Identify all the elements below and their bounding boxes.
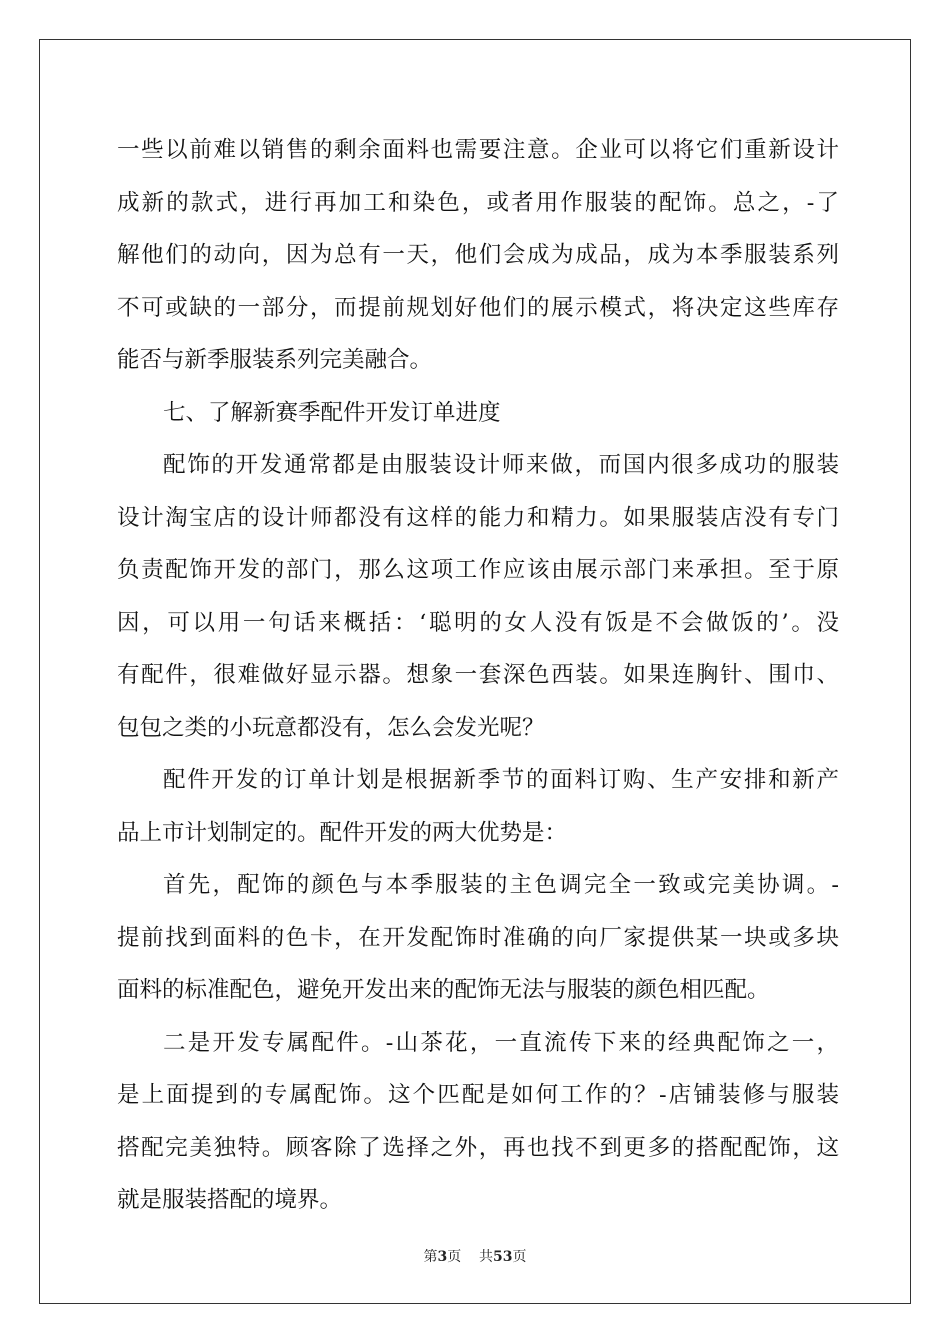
text-line: 能否与新季服装系列完美融合。 [117,347,433,373]
text-line: 包包之类的小玩意都没有，怎么会发光呢？ [117,714,545,741]
text-line: 品上市计划制定的。配件开发的两大优势是： [117,819,568,846]
text-line: 一些以前难以销售的剩余面料也需要注意。企业可以将它们重新设计 [117,137,839,163]
page-prefix: 第 [423,1249,438,1265]
page-number: 3 [437,1249,448,1265]
text-line: 不可或缺的一部分，而提前规划好他们的展示模式，将决定这些库存 [117,294,839,321]
text-line: 就是服装搭配的境界。 [117,1187,343,1213]
text-line: 解他们的动向，因为总有一天，他们会成为成品，成为本季服装系列 [117,242,839,268]
text-line: 设计淘宝店的设计师都没有这样的能力和精力。如果服装店没有专门 [117,504,839,531]
text-line: 提前找到面料的色卡，在开发配饰时准确的向厂家提供某一块或多块 [117,924,839,951]
page-footer [0,1247,950,1267]
total-suffix: 页 [512,1249,527,1265]
text-line: 配饰的开发通常都是由服装设计师来做，而国内很多成功的服装 [163,452,839,478]
text-line: 二是开发专属配件。-山茶花，一直流传下来的经典配饰之一， [163,1029,839,1056]
section-heading: 七、了解新赛季配件开发订单进度 [163,399,501,426]
text-line: 因，可以用一句话来概括：‘聪明的女人没有饭是不会做饭的’。没 [117,609,839,636]
text-line: 是上面提到的专属配饰。这个匹配是如何工作的？-店铺装修与服装 [117,1082,839,1108]
total-pages: 53 [493,1249,513,1265]
text-line: 配件开发的订单计划是根据新季节的面料订购、生产安排和新产 [163,767,839,793]
text-line: 面料的标准配色，避免开发出来的配饰无法与服装的颜色相匹配。 [117,977,770,1003]
page-suffix: 页 [447,1249,462,1265]
text-line: 负责配饰开发的部门，那么这项工作应该由展示部门来承担。至于原 [117,557,839,583]
text-line: 首先，配饰的颜色与本季服装的主色调完全一致或完美协调。- [163,872,839,898]
text-line: 搭配完美独特。顾客除了选择之外，再也找不到更多的搭配配饰，这 [117,1134,839,1161]
text-line: 有配件，很难做好显示器。想象一套深色西装。如果连胸针、围巾、 [117,662,839,688]
document-body [117,124,839,1227]
text-line: 成新的款式，进行再加工和染色，或者用作服装的配饰。总之，-了 [117,189,839,216]
total-prefix: 共 [479,1249,494,1265]
